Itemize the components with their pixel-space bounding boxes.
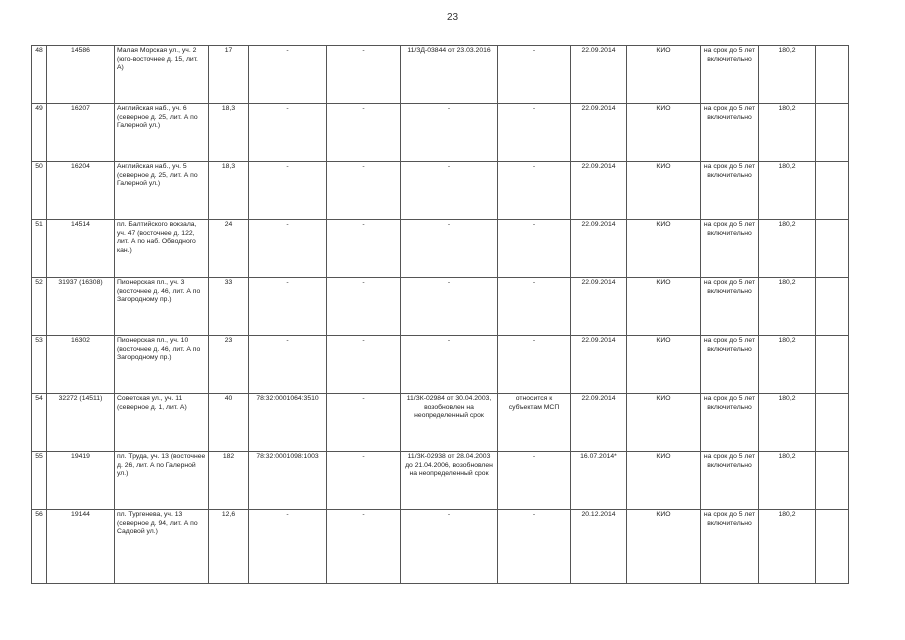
authority-cell: КИО bbox=[627, 510, 701, 584]
sme-status-cell: - bbox=[498, 336, 571, 394]
rate-value-cell: 180,2 bbox=[759, 452, 816, 510]
rate-value-cell: 180,2 bbox=[759, 104, 816, 162]
sme-status-cell: - bbox=[498, 162, 571, 220]
area-cell: 18,3 bbox=[209, 104, 249, 162]
page-number: 23 bbox=[446, 12, 459, 23]
column-6-cell: - bbox=[327, 336, 401, 394]
land-plots-table bbox=[31, 45, 849, 584]
column-6-cell: - bbox=[327, 104, 401, 162]
rate-value-cell: 180,2 bbox=[759, 510, 816, 584]
sme-status-cell: - bbox=[498, 104, 571, 162]
authority-cell: КИО bbox=[627, 452, 701, 510]
lease-contract-cell: - bbox=[401, 220, 498, 278]
table-row bbox=[32, 104, 849, 162]
authority-cell: КИО bbox=[627, 336, 701, 394]
column-6-cell: - bbox=[327, 510, 401, 584]
lease-term-cell: на срок до 5 лет включительно bbox=[701, 46, 759, 104]
lease-term-cell: на срок до 5 лет включительно bbox=[701, 394, 759, 452]
sme-status-cell: - bbox=[498, 510, 571, 584]
row-number-cell: 48 bbox=[32, 46, 47, 104]
notes-cell bbox=[816, 510, 849, 584]
rate-value-cell: 180,2 bbox=[759, 394, 816, 452]
plot-id-cell: 32272 (14511) bbox=[47, 394, 115, 452]
decision-date-cell: 22.09.2014 bbox=[571, 220, 627, 278]
row-number-cell: 52 bbox=[32, 278, 47, 336]
notes-cell bbox=[816, 394, 849, 452]
decision-date-cell: 22.09.2014 bbox=[571, 104, 627, 162]
lease-contract-cell: - bbox=[401, 278, 498, 336]
decision-date-cell: 22.09.2014 bbox=[571, 46, 627, 104]
row-number-cell: 51 bbox=[32, 220, 47, 278]
column-6-cell: - bbox=[327, 394, 401, 452]
row-number-cell: 49 bbox=[32, 104, 47, 162]
plot-id-cell: 14514 bbox=[47, 220, 115, 278]
decision-date-cell: 22.09.2014 bbox=[571, 278, 627, 336]
column-6-cell: - bbox=[327, 452, 401, 510]
plot-id-cell: 16204 bbox=[47, 162, 115, 220]
cadastral-number-cell: 78:32:0001064:3510 bbox=[249, 394, 327, 452]
area-cell: 23 bbox=[209, 336, 249, 394]
cadastral-number-cell: - bbox=[249, 510, 327, 584]
table-row bbox=[32, 278, 849, 336]
table-row bbox=[32, 336, 849, 394]
decision-date-cell: 22.09.2014 bbox=[571, 162, 627, 220]
column-6-cell: - bbox=[327, 46, 401, 104]
address-cell: Английская наб., уч. 6 (северное д. 25, лит. А по Галерной ул.) bbox=[115, 104, 209, 162]
address-cell: пл. Балтийского вокзала, уч. 47 (восточнее д. 122, лит. А по наб. Обводного кан.) bbox=[115, 220, 209, 278]
lease-contract-cell: - bbox=[401, 510, 498, 584]
lease-contract-cell: - bbox=[401, 336, 498, 394]
table-row bbox=[32, 220, 849, 278]
area-cell: 40 bbox=[209, 394, 249, 452]
lease-term-cell: на срок до 5 лет включительно bbox=[701, 452, 759, 510]
plot-id-cell: 14586 bbox=[47, 46, 115, 104]
notes-cell bbox=[816, 336, 849, 394]
authority-cell: КИО bbox=[627, 46, 701, 104]
table-row bbox=[32, 46, 849, 104]
cadastral-number-cell: - bbox=[249, 104, 327, 162]
column-6-cell: - bbox=[327, 220, 401, 278]
plot-id-cell: 31937 (16308) bbox=[47, 278, 115, 336]
plot-id-cell: 19419 bbox=[47, 452, 115, 510]
authority-cell: КИО bbox=[627, 104, 701, 162]
lease-contract-cell: - bbox=[401, 162, 498, 220]
plot-id-cell: 16207 bbox=[47, 104, 115, 162]
rate-value-cell: 180,2 bbox=[759, 162, 816, 220]
area-cell: 12,6 bbox=[209, 510, 249, 584]
area-cell: 18,3 bbox=[209, 162, 249, 220]
lease-term-cell: на срок до 5 лет включительно bbox=[701, 278, 759, 336]
rate-value-cell: 180,2 bbox=[759, 46, 816, 104]
table-row bbox=[32, 394, 849, 452]
decision-date-cell: 22.09.2014 bbox=[571, 336, 627, 394]
notes-cell bbox=[816, 46, 849, 104]
lease-term-cell: на срок до 5 лет включительно bbox=[701, 510, 759, 584]
notes-cell bbox=[816, 452, 849, 510]
notes-cell bbox=[816, 220, 849, 278]
notes-cell bbox=[816, 162, 849, 220]
notes-cell bbox=[816, 278, 849, 336]
cadastral-number-cell: - bbox=[249, 336, 327, 394]
sme-status-cell: относится к субъектам МСП bbox=[498, 394, 571, 452]
authority-cell: КИО bbox=[627, 394, 701, 452]
rate-value-cell: 180,2 bbox=[759, 278, 816, 336]
plot-id-cell: 16302 bbox=[47, 336, 115, 394]
lease-term-cell: на срок до 5 лет включительно bbox=[701, 104, 759, 162]
address-cell: Советская ул., уч. 11 (северное д. 1, лит. А) bbox=[115, 394, 209, 452]
address-cell: Английская наб., уч. 5 (северное д. 25, лит. А по Галерной ул.) bbox=[115, 162, 209, 220]
lease-contract-cell: - bbox=[401, 104, 498, 162]
address-cell: Малая Морская ул., уч. 2 (юго-восточнее д. 15, лит. А) bbox=[115, 46, 209, 104]
cadastral-number-cell: - bbox=[249, 162, 327, 220]
decision-date-cell: 20.12.2014 bbox=[571, 510, 627, 584]
area-cell: 24 bbox=[209, 220, 249, 278]
area-cell: 17 bbox=[209, 46, 249, 104]
decision-date-cell: 16.07.2014* bbox=[571, 452, 627, 510]
address-cell: пл. Тургенева, уч. 13 (северное д. 94, лит. А по Садовой ул.) bbox=[115, 510, 209, 584]
authority-cell: КИО bbox=[627, 162, 701, 220]
sme-status-cell: - bbox=[498, 220, 571, 278]
authority-cell: КИО bbox=[627, 220, 701, 278]
lease-contract-cell: 11/ЗД-03844 от 23.03.2016 bbox=[401, 46, 498, 104]
rate-value-cell: 180,2 bbox=[759, 336, 816, 394]
row-number-cell: 50 bbox=[32, 162, 47, 220]
row-number-cell: 54 bbox=[32, 394, 47, 452]
lease-term-cell: на срок до 5 лет включительно bbox=[701, 162, 759, 220]
address-cell: пл. Труда, уч. 13 (восточнее д. 26, лит. А по Галерной ул.) bbox=[115, 452, 209, 510]
lease-contract-cell: 11/ЗК-02938 от 28.04.2003 до 21.04.2006, возобновлен на неопределенный срок bbox=[401, 452, 498, 510]
column-6-cell: - bbox=[327, 162, 401, 220]
lease-term-cell: на срок до 5 лет включительно bbox=[701, 220, 759, 278]
table-row bbox=[32, 452, 849, 510]
row-number-cell: 56 bbox=[32, 510, 47, 584]
sme-status-cell: - bbox=[498, 278, 571, 336]
decision-date-cell: 22.09.2014 bbox=[571, 394, 627, 452]
rate-value-cell: 180,2 bbox=[759, 220, 816, 278]
cadastral-number-cell: - bbox=[249, 278, 327, 336]
plot-id-cell: 19144 bbox=[47, 510, 115, 584]
cadastral-number-cell: - bbox=[249, 46, 327, 104]
cadastral-number-cell: 78:32:0001098:1003 bbox=[249, 452, 327, 510]
column-6-cell: - bbox=[327, 278, 401, 336]
table-row bbox=[32, 162, 849, 220]
authority-cell: КИО bbox=[627, 278, 701, 336]
lease-term-cell: на срок до 5 лет включительно bbox=[701, 336, 759, 394]
sme-status-cell: - bbox=[498, 452, 571, 510]
table-row bbox=[32, 510, 849, 584]
lease-contract-cell: 11/ЗК-02984 от 30.04.2003, возобновлен на неопределенный срок bbox=[401, 394, 498, 452]
area-cell: 182 bbox=[209, 452, 249, 510]
address-cell: Пионерская пл., уч. 10 (восточнее д. 46, лит. А по Загородному пр.) bbox=[115, 336, 209, 394]
sme-status-cell: - bbox=[498, 46, 571, 104]
cadastral-number-cell: - bbox=[249, 220, 327, 278]
row-number-cell: 53 bbox=[32, 336, 47, 394]
notes-cell bbox=[816, 104, 849, 162]
area-cell: 33 bbox=[209, 278, 249, 336]
address-cell: Пионерская пл., уч. 3 (восточнее д. 46, лит. А по Загородному пр.) bbox=[115, 278, 209, 336]
row-number-cell: 55 bbox=[32, 452, 47, 510]
